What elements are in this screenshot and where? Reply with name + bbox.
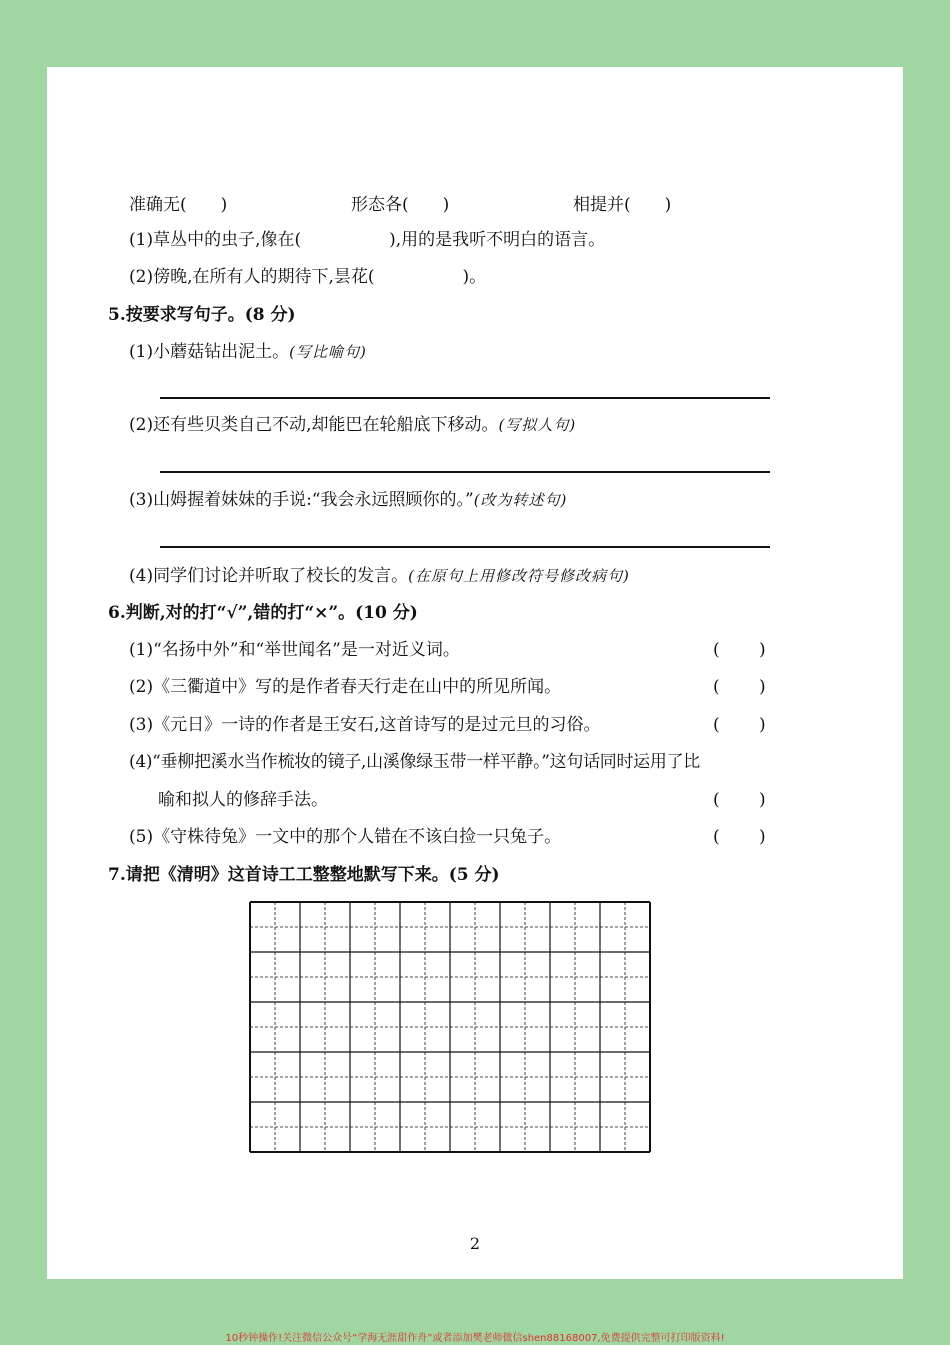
writing-grid[interactable] bbox=[249, 901, 651, 1153]
answer-line-1[interactable] bbox=[160, 397, 770, 399]
answer-line-3[interactable] bbox=[160, 546, 770, 548]
blank-3-close: ) bbox=[664, 195, 672, 215]
blank-1-label: 准确无( bbox=[129, 195, 187, 215]
q6-paren-close-1: ) bbox=[759, 640, 766, 660]
q6-title: 6.判断,对的打“√”,错的打“×”。(10 分) bbox=[108, 603, 418, 623]
q6-paren-close-5: ) bbox=[759, 827, 766, 847]
q6-paren-close-4: ) bbox=[759, 790, 766, 810]
q5-item-4: (4)同学们讨论并听取了校长的发言。(在原句上用修改符号修改病句) bbox=[129, 566, 630, 586]
q6-paren-close-2: ) bbox=[759, 677, 766, 697]
q5-item-3: (3)山姆握着妹妹的手说:“我会永远照顾你的。”(改为转述句) bbox=[129, 490, 568, 510]
q6-item-4-cont: 喻和拟人的修辞手法。 bbox=[158, 790, 328, 810]
q6-paren-open-2: ( bbox=[713, 677, 720, 697]
q6-paren-open-1: ( bbox=[713, 640, 720, 660]
q6-paren-close-3: ) bbox=[759, 715, 766, 735]
q4-sentence-2: (2)傍晚,在所有人的期待下,昙花( )。 bbox=[129, 267, 487, 287]
q6-item-4: (4)“垂柳把溪水当作梳妆的镜子,山溪像绿玉带一样平静。”这句话同时运用了比 bbox=[129, 752, 700, 772]
blank-1-close: ) bbox=[220, 195, 228, 215]
q6-paren-open-4: ( bbox=[713, 790, 720, 810]
q6-paren-open-5: ( bbox=[713, 827, 720, 847]
q6-paren-open-3: ( bbox=[713, 715, 720, 735]
q5-item-2: (2)还有些贝类自己不动,却能巴在轮船底下移动。(写拟人句) bbox=[129, 415, 577, 435]
page-number: 2 bbox=[469, 1234, 481, 1253]
blank-2-label: 形态各( bbox=[351, 195, 409, 215]
blank-3-label: 相提并( bbox=[573, 195, 631, 215]
q5-item-1: (1)小蘑菇钻出泥土。(写比喻句) bbox=[129, 342, 367, 362]
blank-2-close: ) bbox=[442, 195, 450, 215]
q7-title: 7.请把《清明》这首诗工工整整地默写下来。(5 分) bbox=[108, 865, 500, 885]
answer-line-2[interactable] bbox=[160, 471, 770, 473]
q4-sentence-1: (1)草丛中的虫子,像在( ),用的是我听不明白的语言。 bbox=[129, 230, 606, 250]
q6-item-1: (1)“名扬中外”和“举世闻名”是一对近义词。 bbox=[129, 640, 460, 660]
q6-item-5: (5)《守株待兔》一文中的那个人错在不该白捡一只兔子。 bbox=[129, 827, 562, 847]
blank-2 bbox=[351, 194, 449, 216]
footer-promo: 10秒钟操作!关注微信公众号“学海无涯甜作舟”或者添加樊老师微信shen88168007,免费提供完整可打印版资料! bbox=[225, 1333, 725, 1344]
q6-item-3: (3)《元日》一诗的作者是王安石,这首诗写的是过元旦的习俗。 bbox=[129, 715, 601, 735]
q6-item-2: (2)《三衢道中》写的是作者春天行走在山中的所见所闻。 bbox=[129, 677, 562, 697]
q5-title: 5.按要求写句子。(8 分) bbox=[108, 305, 296, 325]
blank-1 bbox=[129, 194, 227, 216]
blank-3 bbox=[573, 194, 671, 216]
